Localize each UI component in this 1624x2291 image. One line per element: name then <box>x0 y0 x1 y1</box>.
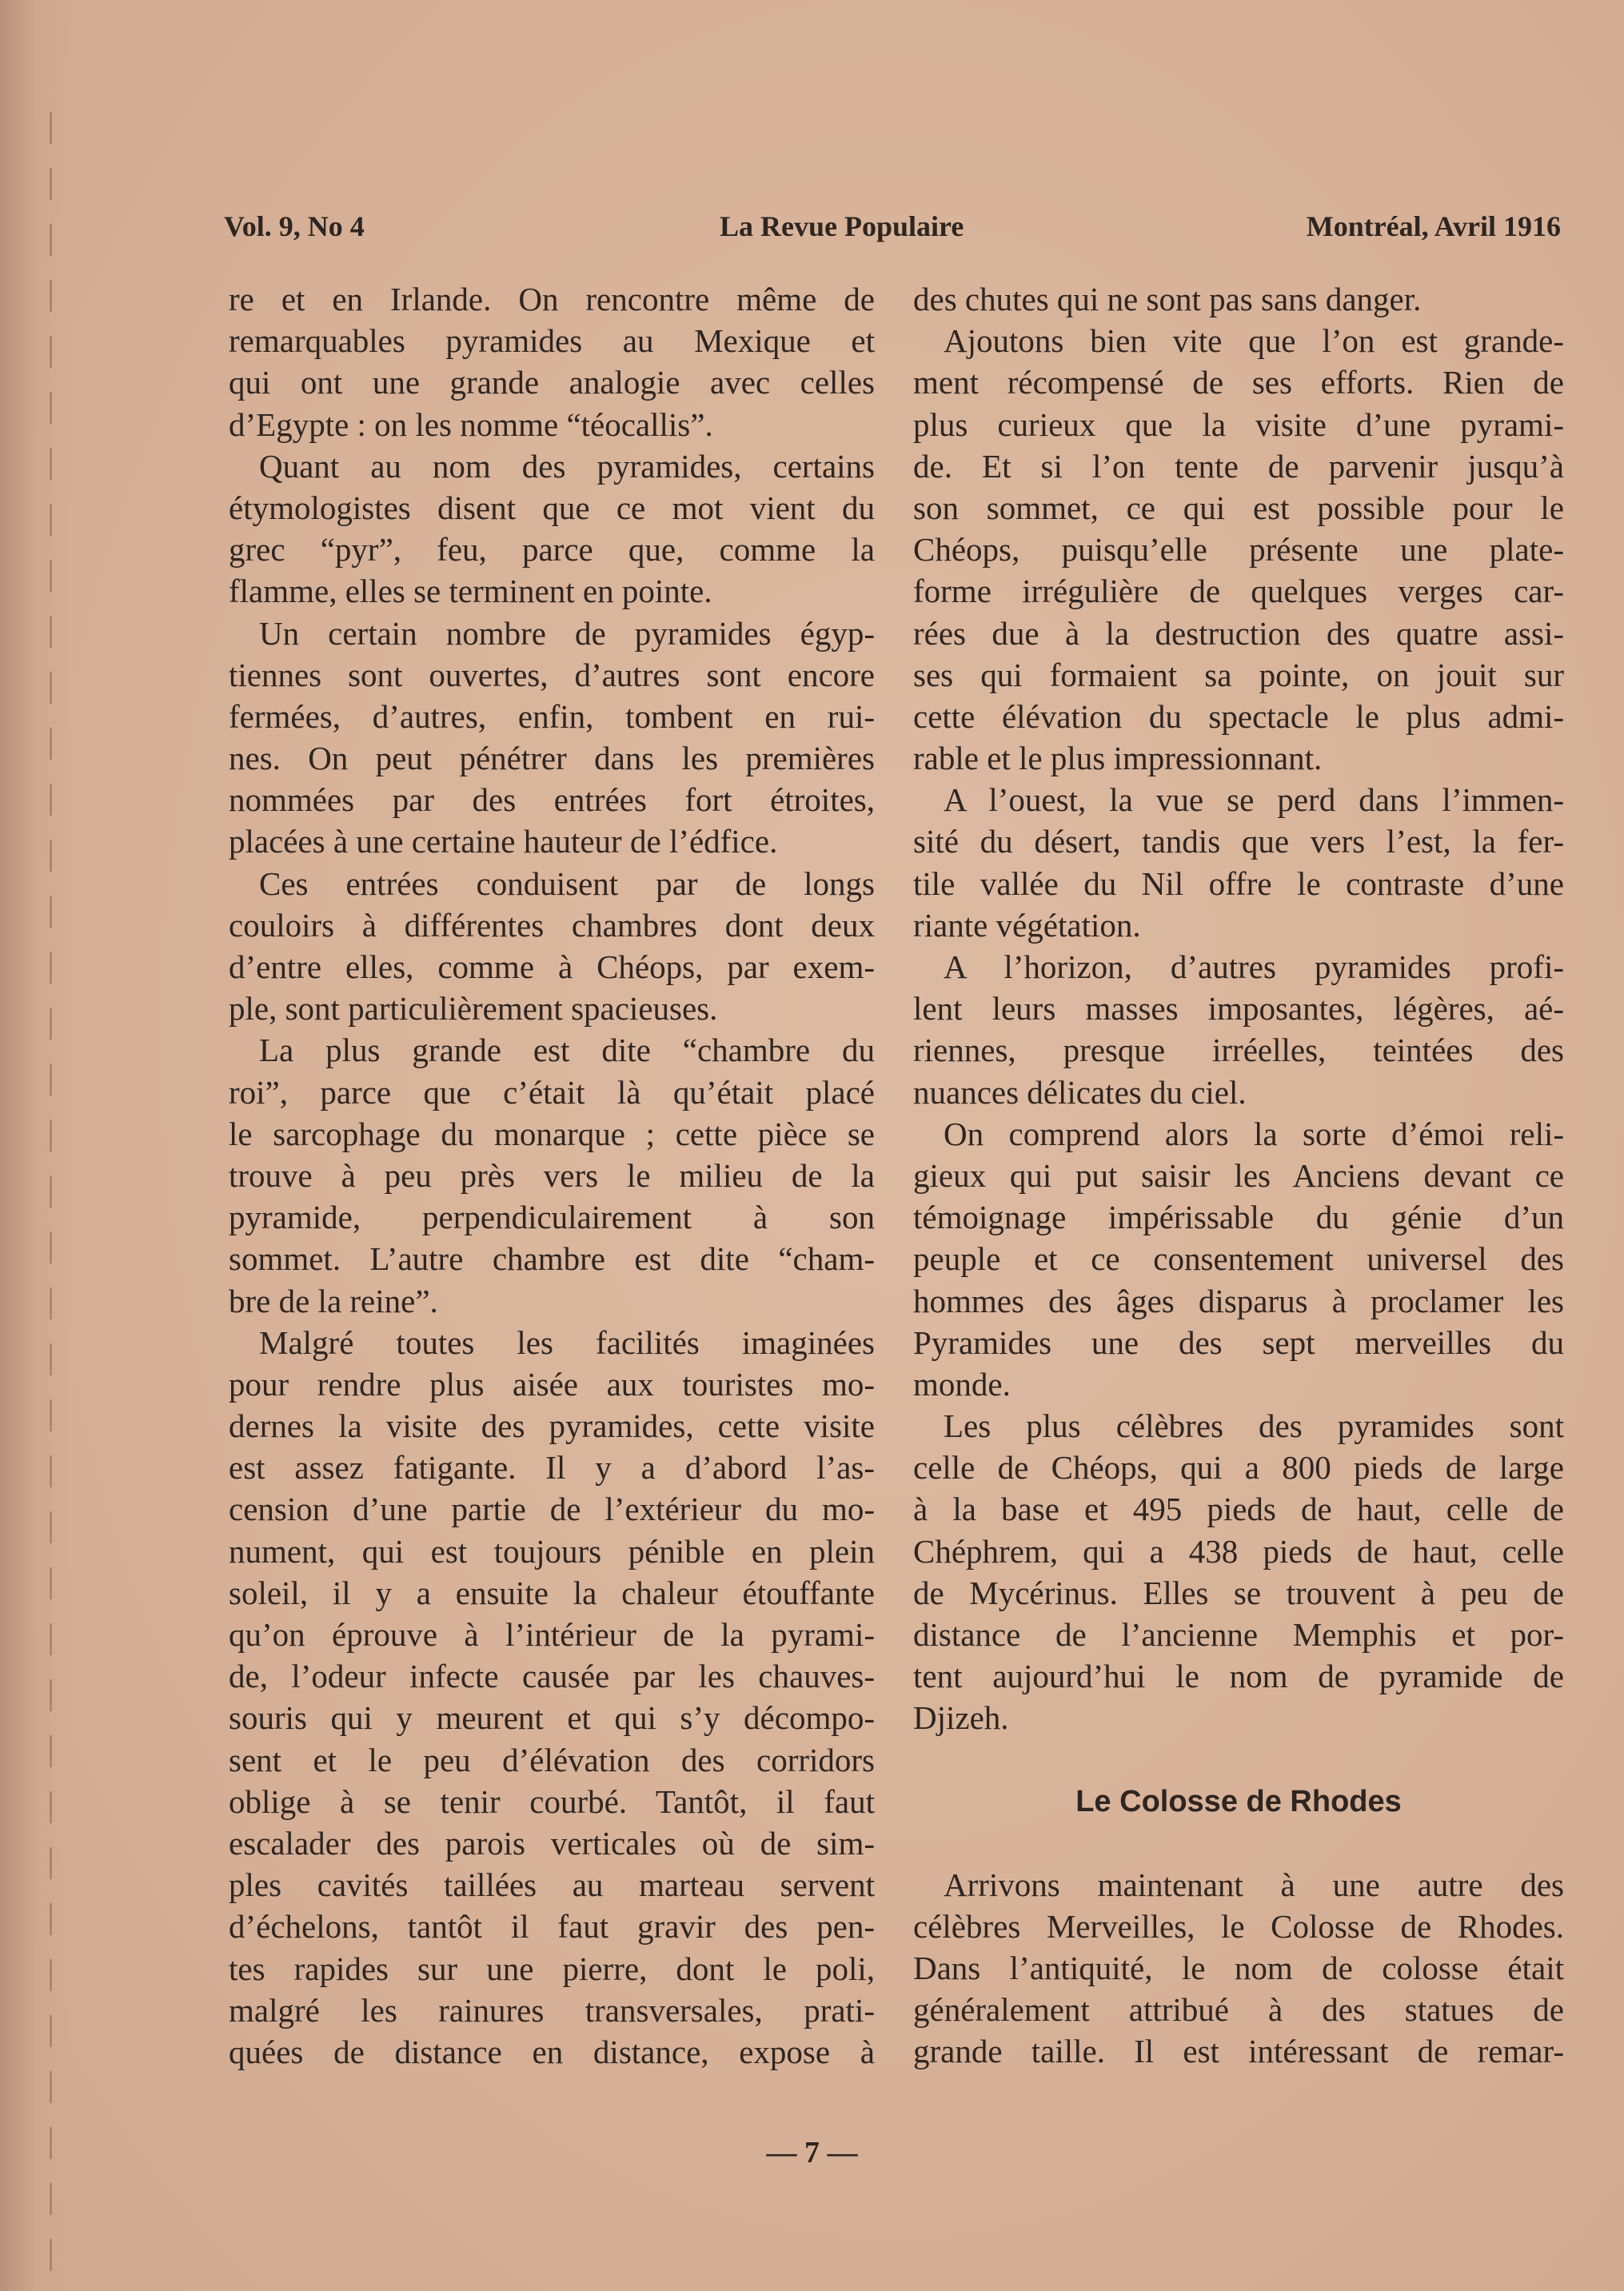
text-line: Ces entrées conduisent par de longs <box>259 864 875 902</box>
text-line: de Mycérinus. Elles se trouvent à peu de <box>913 1574 1564 1611</box>
text-line: lent leurs masses imposantes, légères, aé- <box>913 990 1564 1028</box>
text-line: remarquables pyramides au Mexique et <box>229 322 875 360</box>
place-date: Montréal, Avril 1916 <box>1306 210 1561 242</box>
text-line: pour rendre plus aisée aux touristes mo- <box>229 1365 875 1403</box>
text-line: étymologistes disent que ce mot vient du <box>229 489 875 526</box>
text-line: Arrivons maintenant à une autre des <box>944 1866 1564 1903</box>
text-line: grande taille. Il est intéressant de remar- <box>913 2033 1564 2070</box>
text-line: tile vallée du Nil offre le contraste d’une <box>913 864 1564 902</box>
text-line: riennes, presque irréelles, teintées des <box>913 1032 1564 1069</box>
text-line: Ajoutons bien vite que l’on est grande- <box>944 322 1564 360</box>
text-line: rées due à la destruction des quatre assi- <box>913 614 1564 652</box>
text-line: tent aujourd’hui le nom de pyramide de <box>913 1658 1564 1695</box>
text-line: dernes la visite des pyramides, cette visite <box>229 1407 875 1445</box>
text-line: sité du désert, tandis que vers l’est, la fer- <box>913 823 1564 860</box>
text-line: Chéops, puisqu’elle présente une plate- <box>913 531 1564 569</box>
text-line: Dans l’antiquité, le nom de colosse était <box>913 1949 1564 1986</box>
text-line: sent et le peu d’élévation des corridors <box>229 1741 875 1778</box>
text-line: A l’ouest, la vue se perd dans l’immen- <box>944 781 1564 819</box>
text-line: distance de l’ancienne Memphis et por- <box>913 1616 1564 1653</box>
left-column <box>229 278 875 2073</box>
text-line: riante végétation. <box>913 906 1141 944</box>
text-line: rable et le plus impressionnant. <box>913 740 1323 777</box>
binding-edge <box>0 0 72 2291</box>
text-line: d’Egypte : on les nomme “téocallis”. <box>229 405 713 443</box>
text-line: peuple et ce consentement universel des <box>913 1240 1564 1278</box>
text-line: flamme, elles se terminent en pointe. <box>229 573 712 610</box>
text-line: oblige à se tenir courbé. Tantôt, il faut <box>229 1782 875 1820</box>
text-line: gieux qui put saisir les Anciens devant ce <box>913 1156 1564 1194</box>
text-line: monde. <box>913 1365 1011 1403</box>
text-line: escalader des parois verticales où de sim- <box>229 1824 875 1862</box>
text-line: qu’on éprouve à l’intérieur de la pyrami- <box>229 1616 875 1653</box>
text-line: quées de distance en distance, expose à <box>229 2033 875 2070</box>
text-line: Chéphrem, qui a 438 pieds de haut, celle <box>913 1532 1564 1570</box>
text-line: ple, sont particulièrement spacieuses. <box>229 990 718 1028</box>
text-line: tiennes sont ouvertes, d’autres sont encore <box>229 656 875 693</box>
text-line: nommées par des entrées fort étroites, <box>229 781 875 819</box>
text-line: qui ont une grande analogie avec celles <box>229 364 875 401</box>
text-line: trouve à peu près vers le milieu de la <box>229 1156 875 1194</box>
text-line: cension d’une partie de l’extérieur du mo- <box>229 1491 875 1528</box>
text-line: forme irrégulière de quelques verges car- <box>913 573 1564 610</box>
text-line: son sommet, ce qui est possible pour le <box>913 489 1564 526</box>
text-line: des chutes qui ne sont pas sans danger. <box>913 281 1422 317</box>
text-line: est assez fatigante. Il y a d’abord l’as- <box>229 1449 875 1487</box>
text-line: ples cavités taillées au marteau servent <box>229 1866 875 1904</box>
text-line: nument, qui est toujours pénible en plein <box>229 1532 875 1570</box>
text-line: sommet. L’autre chambre est dite “cham- <box>229 1240 875 1278</box>
text-line: roi”, parce que c’était là qu’était placé <box>229 1073 875 1111</box>
text-line: Les plus célèbres des pyramides sont <box>944 1407 1564 1445</box>
text-line: Djizeh. <box>913 1699 1009 1737</box>
text-line: couloirs à différentes chambres dont deux <box>229 906 875 944</box>
text-line: le sarcophage du monarque ; cette pièce se <box>229 1115 875 1152</box>
text-line: malgré les rainures transversales, prati- <box>229 1991 875 2029</box>
text-line: généralement attribué à des statues de <box>913 1991 1564 2029</box>
text-line: bre de la reine”. <box>229 1282 438 1319</box>
text-line: nes. On peut pénétrer dans les premières <box>229 740 875 777</box>
text-line: celle de Chéops, qui a 800 pieds de large <box>913 1449 1564 1487</box>
text-line: de, l’odeur infecte causée par les chauves- <box>229 1658 875 1695</box>
section-heading: Le Colosse de Rhodes <box>1075 1784 1402 1818</box>
text-line: Un certain nombre de pyramides égyp- <box>259 614 875 652</box>
text-line: tes rapides sur une pierre, dont le poli, <box>229 1950 875 1987</box>
text-line: grec “pyr”, feu, parce que, comme la <box>229 531 875 569</box>
text-line: pyramide, perpendiculairement à son <box>229 1199 875 1236</box>
text-line: nuances délicates du ciel. <box>913 1073 1247 1111</box>
right-column <box>913 278 1564 2073</box>
text-line: A l’horizon, d’autres pyramides profi- <box>944 948 1564 985</box>
text-line: La plus grande est dite “chambre du <box>259 1032 875 1069</box>
text-line: hommes des âges disparus à proclamer les <box>913 1282 1564 1319</box>
text-line: à la base et 495 pieds de haut, celle de <box>913 1491 1564 1528</box>
page-number: — 7 — <box>766 2136 858 2169</box>
text-line: re et en Irlande. On rencontre même de <box>229 281 875 317</box>
text-line: Malgré toutes les facilités imaginées <box>259 1323 875 1361</box>
volume-number: Vol. 9, No 4 <box>224 210 365 242</box>
text-line: ses qui formaient sa pointe, on jouit sur <box>913 656 1564 693</box>
text-line: Pyramides une des sept merveilles du <box>913 1323 1564 1361</box>
running-header <box>224 210 1561 249</box>
text-line: placées à une certaine hauteur de l’édfice. <box>229 823 778 860</box>
text-line: cette élévation du spectacle le plus admi- <box>913 697 1564 735</box>
spacer <box>913 1822 1564 1864</box>
text-line: fermées, d’autres, enfin, tombent en rui- <box>229 697 875 735</box>
text-line: ment récompensé de ses efforts. Rien de <box>913 364 1564 401</box>
text-line: souris qui y meurent et qui s’y décompo- <box>229 1699 875 1737</box>
binding-stitch <box>50 112 52 2271</box>
text-line: d’échelons, tantôt il faut gravir des pen- <box>229 1908 875 1946</box>
text-line: d’entre elles, comme à Chéops, par exem- <box>229 948 875 985</box>
text-line: plus curieux que la visite d’une pyrami- <box>913 405 1564 443</box>
text-line: témoignage impérissable du génie d’un <box>913 1199 1564 1236</box>
text-line: Quant au nom des pyramides, certains <box>259 447 875 485</box>
text-line: On comprend alors la sorte d’émoi reli- <box>944 1115 1564 1152</box>
text-line: célèbres Merveilles, le Colosse de Rhodes. <box>913 1907 1564 1945</box>
spacer <box>913 1739 1564 1781</box>
publication-title: La Revue Populaire <box>720 210 964 242</box>
text-line: soleil, il y a ensuite la chaleur étouffante <box>229 1574 875 1611</box>
text-line: de. Et si l’on tente de parvenir jusqu’à <box>913 447 1564 485</box>
